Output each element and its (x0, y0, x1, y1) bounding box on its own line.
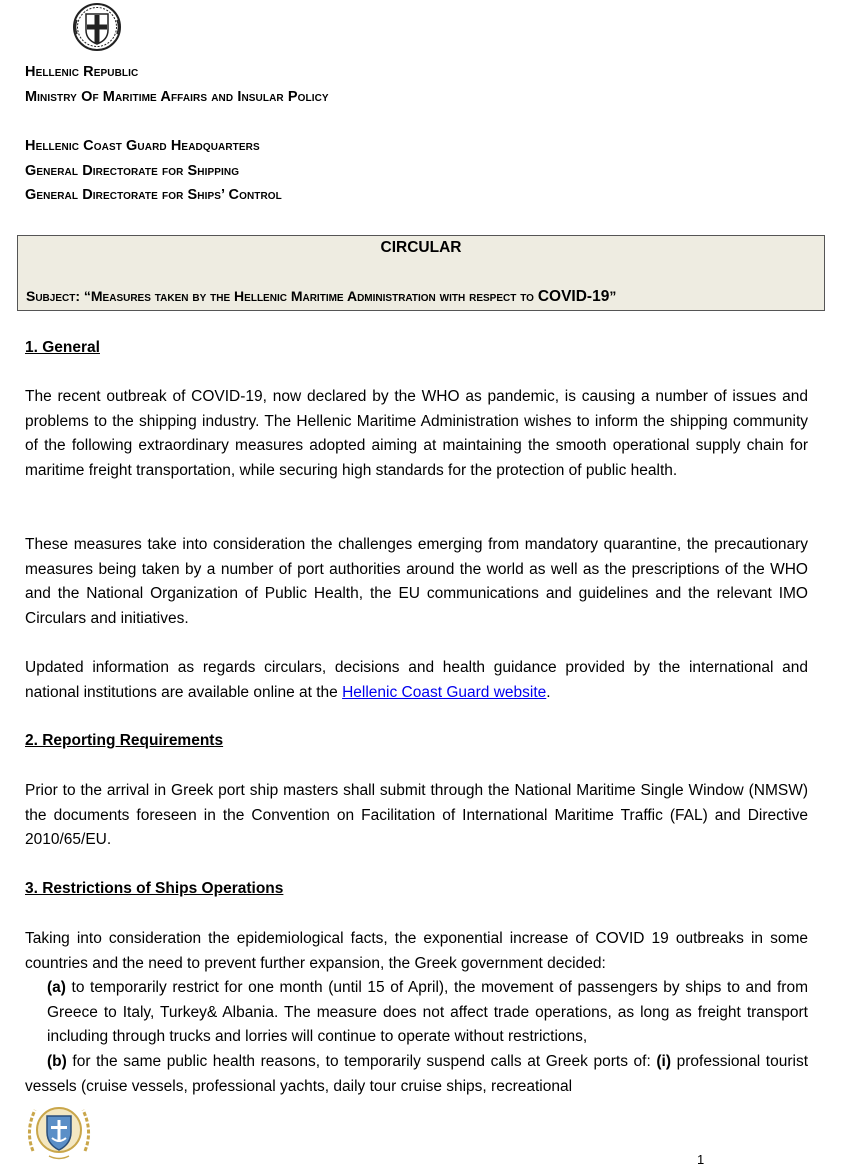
restriction-a-label: (a) (47, 979, 66, 996)
general-paragraph-1: The recent outbreak of COVID-19, now declared by the WHO as pandemic, is causing a number of issues and problems to the shipping industry. The Hellenic Maritime Administration wishes to inform the shipping community of the following extraordinary measures adopted aiming at maintaining the smooth operational supply chain for maritime freight transportation, while securing high standards for the protection of public health. (25, 388, 808, 479)
greek-coat-of-arms-icon (72, 2, 122, 52)
section-heading-reporting: 2. Reporting Requirements (25, 732, 224, 749)
page-number: 1 (697, 1152, 705, 1167)
restriction-b-text-2: professional tourist vessels (cruise vessels, professional yachts, daily tour cruise ships, recreational (25, 1053, 808, 1095)
restriction-item-a (25, 976, 808, 1050)
restriction-b-i-label: (i) (656, 1053, 672, 1070)
circular-subject (26, 288, 616, 306)
restrictions-intro: Taking into consideration the epidemiological facts, the exponential increase of COVID 19 outbreaks in some countries and the need to prevent further expansion, the Greek government decided: (25, 930, 808, 972)
general-paragraph-3-end: . (546, 683, 551, 701)
org-line-coast-guard: Hellenic Coast Guard Headquarters (25, 138, 260, 154)
org-line-shipping: General Directorate for Shipping (25, 162, 240, 179)
circular-title-box (17, 235, 825, 311)
org-line-ships-control: General Directorate for Ships’ Control (25, 187, 282, 203)
restriction-item-b (25, 1050, 808, 1099)
org-line-hellenic-republic: Hellenic Republic (25, 64, 139, 80)
org-line-ministry: Ministry Of Maritime Affairs and Insular Policy (25, 88, 329, 105)
section-heading-restrictions: 3. Restrictions of Ships Operations (25, 880, 284, 897)
subject-covid: COVID-19 (537, 288, 610, 305)
subject-close-quote: ” (609, 288, 617, 304)
restriction-b-text: for the same public health reasons, to temporarily suspend calls at Greek ports of: (66, 1053, 657, 1070)
section-heading-general: 1. General (25, 339, 100, 356)
restriction-a-text: to temporarily restrict for one month (until 15 of April), the movement of passengers by ships to and from Greece to Italy, Turkey& Albania. The measure does not affect trade operations, as long as freight transport including through trucks and lorries will continue to operate without restrictions, (47, 979, 808, 1045)
general-paragraph-3-text: Updated information as regards circulars, decisions and health guidance provided by the international and national institutions are available online at the (25, 659, 808, 701)
circular-title: CIRCULAR (380, 239, 462, 256)
general-paragraph-2: These measures take into consideration the challenges emerging from mandatory quarantine, the precautionary measures being taken by a number of port authorities around the world as well as the prescriptions of the WHO and the National Organization of Public Health, the EU communications and guidelines and the relevant IMO Circulars and initiatives. (25, 536, 808, 627)
hellenic-coast-guard-website-link[interactable]: Hellenic Coast Guard website (342, 683, 547, 701)
issuing-authority (25, 60, 329, 109)
subject-text: Subject: “Measures taken by the Hellenic Maritime Administration with respect to (26, 288, 538, 304)
coast-guard-emblem-icon (23, 1096, 95, 1166)
reporting-paragraph: Prior to the arrival in Greek port ship masters shall submit through the National Maritime Single Window (NMSW) the documents foreseen in the Convention on Facilitation of International Maritime Traffic (FAL) and Directive 2010/65/EU. (25, 782, 808, 848)
issuing-directorates (25, 134, 282, 208)
general-paragraph-3 (25, 656, 808, 705)
restriction-b-label: (b) (47, 1053, 67, 1070)
